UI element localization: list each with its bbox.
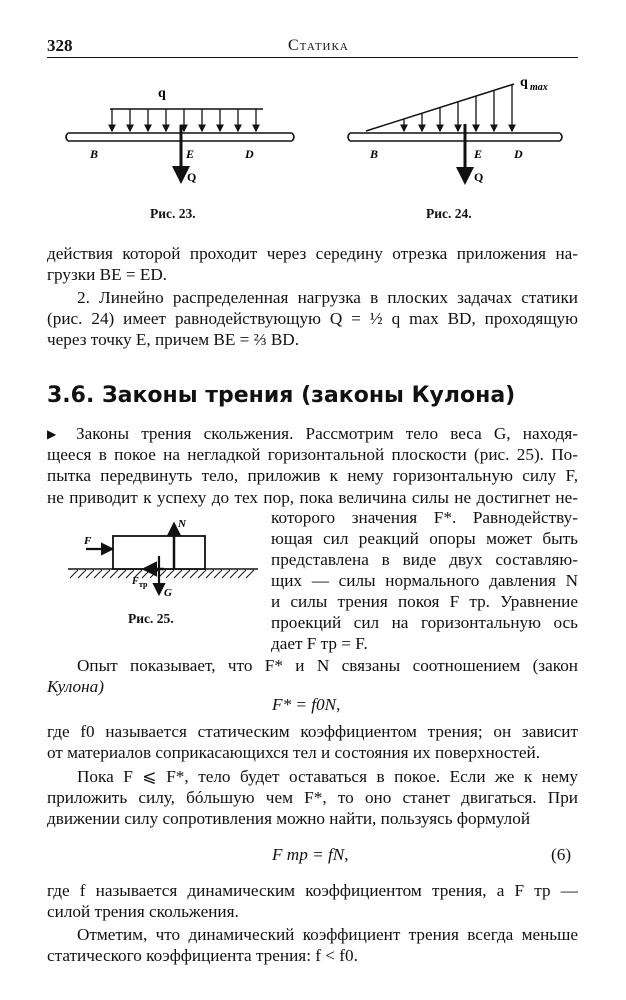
fig23-q-label: q: [158, 86, 166, 101]
section-title: 3.6. Законы трения (законы Кулона): [47, 383, 516, 408]
text-line: 2. Линейно распределенная нагрузка в плоских задачах статики: [77, 288, 578, 307]
text-line: и силы трения покоя F тр. Уравнение: [271, 592, 578, 611]
fig23-d-label: D: [245, 147, 254, 161]
equation-number: (6): [551, 845, 572, 864]
text-line: через точку E, причем BE = ⅔ BD.: [47, 330, 300, 349]
fig25-ftr-label: F: [132, 576, 139, 587]
text-line: Пока F ⩽ F*, тело будет оставаться в покое. Если же к нему: [77, 767, 578, 786]
figure-25: [68, 514, 264, 606]
text-line: действия которой проходит через середину отрезка приложения на-: [47, 244, 578, 263]
fig23-b-label: B: [90, 147, 99, 161]
text-line: не приводит к успеху до тех пор, пока величина силы не достигнет не-: [47, 488, 578, 507]
fig24-caption: Рис. 24.: [426, 206, 472, 221]
text-line: проекций сил на горизонтальную ось: [271, 613, 578, 632]
fig24-d-label: D: [514, 147, 523, 161]
text-line: где f называется динамическим коэффициентом трения, а F тр —: [47, 881, 578, 900]
text-line: пытка передвинуть тело, приложив к нему горизонтальную силу F,: [47, 466, 578, 485]
text-line: где f0 называется статическим коэффициентом трения; он зависит: [47, 722, 578, 741]
fig23-Q-label: Q: [187, 170, 197, 184]
text-line: щееся в покое на негладкой горизонтальной плоскости (рис. 25). По-: [47, 445, 578, 464]
text-line: приложить силу, бóльшую чем F*, то оно станет двигаться. При: [47, 788, 578, 807]
text-line: щих — силы нормального давления N: [271, 571, 578, 590]
text-line: ющая сил реакций опоры может быть: [271, 529, 578, 548]
text-line: которого значения F*. Равнодейству-: [271, 508, 578, 527]
header-rule: [47, 57, 578, 58]
running-title: Статика: [288, 37, 349, 54]
text-line: Кулона): [47, 677, 104, 696]
fig25-caption: Рис. 25.: [128, 611, 174, 626]
equation-6: F тр = fN,: [272, 845, 349, 864]
figure-23: [60, 85, 300, 195]
text-line: (рис. 24) имеет равнодействующую Q = ½ q max BD, проходящую: [47, 309, 578, 328]
fig24-e-label: E: [474, 147, 483, 161]
fig25-g-label: G: [164, 587, 172, 599]
text-line: силой трения скольжения.: [47, 902, 239, 921]
text-line: Отметим, что динамический коэффициент трения всегда меньше: [77, 925, 578, 944]
fig24-Q-label: Q: [474, 170, 484, 184]
text-line: статического коэффициента трения: f < f0.: [47, 946, 358, 965]
fig23-e-label: E: [186, 147, 195, 161]
text-line: представлена в виде двух составляю-: [271, 550, 578, 569]
text-line: от материалов соприкасающихся тел и состояния их поверхностей.: [47, 743, 541, 762]
text-line: Опыт показывает, что F* и N связаны соотношением (закон: [77, 656, 578, 675]
page-number: 328: [47, 36, 73, 55]
bullet-triangle-icon: ▶: [47, 427, 57, 441]
fig25-n-label: N: [178, 518, 186, 530]
fig24-b-label: B: [370, 147, 379, 161]
figure-24: [344, 72, 576, 192]
fig24-qmax-sub: max: [530, 82, 548, 93]
equation-coulomb: F* = f0N,: [272, 695, 341, 714]
fig23-caption: Рис. 23.: [150, 206, 196, 221]
fig25-f-label: F: [84, 535, 92, 547]
text-line: движении силу сопротивления можно найти, пользуясь формулой: [47, 809, 531, 828]
fig24-qmax-label: q: [520, 75, 528, 90]
fig25-ftr-sub: тр: [139, 580, 148, 589]
text-line: Законы трения скольжения. Рассмотрим тело веса G, находя-: [76, 424, 578, 443]
text-line: грузки BE = ED.: [47, 265, 168, 284]
text-line: дает F тр = F.: [271, 634, 368, 653]
